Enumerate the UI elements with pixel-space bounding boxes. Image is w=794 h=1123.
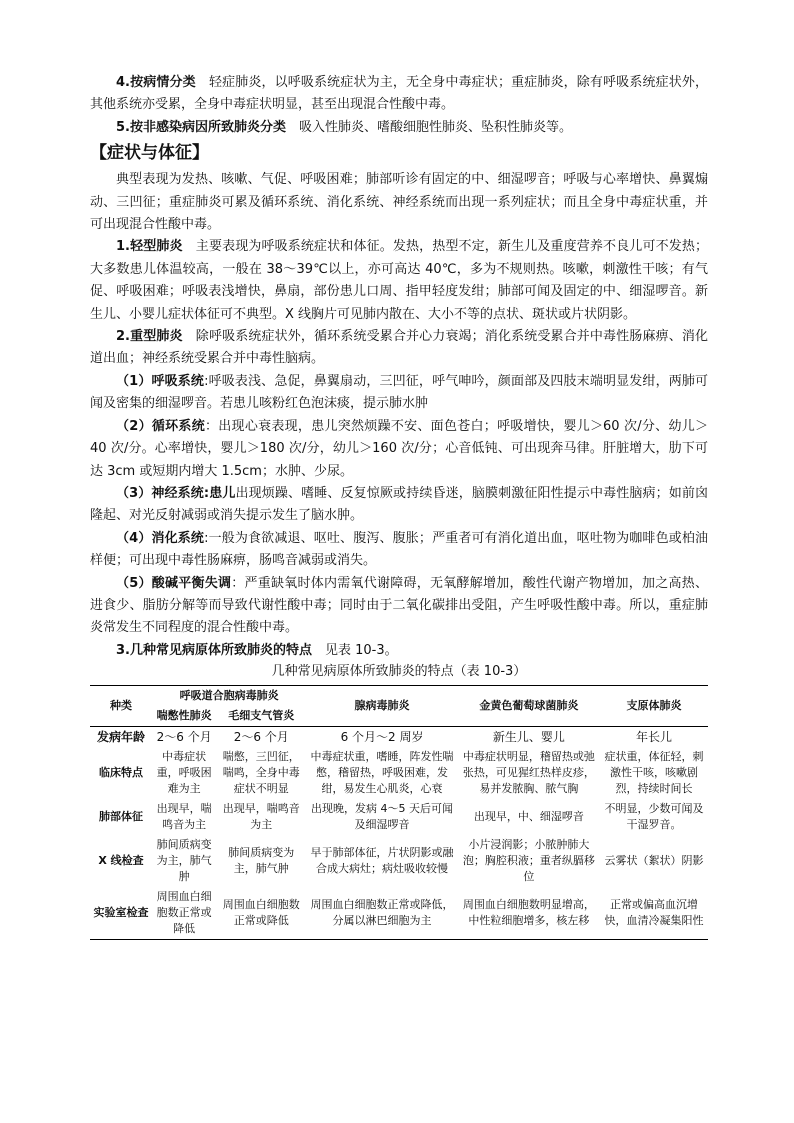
paragraph-text: ：严重缺氧时体内需氧代谢障碍，无氧酵解增加，酸性代谢产物增加，加之高热、进食少、脂肪分解等而导致代谢性酸中毒；同时由于二氧化碳排出受阻，产生呼吸性酸中毒。所以，重症肺炎常发生不同程度的混合性酸中毒。 (90, 575, 708, 636)
table-cell: 周围血白细胞数正常或降低，分属以淋巴细胞为主 (310, 898, 454, 928)
paragraph-mild-pneumonia (90, 236, 708, 326)
header-bronchiolitis: 毛细支气管炎 (228, 709, 295, 723)
row-label: 发病年龄 (96, 730, 145, 745)
table-cell: 肺间质病变为主，肺气肿 (156, 838, 212, 884)
paragraph-text: 出现烦躁、嗜睡、反复惊厥或持续昏迷，脑膜刺激征阳性提示中毒性脑病；如前囟隆起、对光反射减弱或消失提示发生了脑水肿。 (90, 485, 708, 524)
document-page (90, 72, 708, 940)
table-row (90, 835, 708, 887)
table-row (90, 727, 708, 748)
paragraph-severe-pneumonia (90, 326, 708, 371)
paragraph-lead: （1）呼吸系统 (116, 373, 205, 389)
table-cell: 云雾状（絮状）阴影 (604, 854, 704, 868)
table-cell: 小片浸润影；小脓肿肺大泡；胸腔积液；重者纵膈移位 (462, 838, 595, 884)
row-label: 实验室检查 (93, 906, 149, 920)
table-cell: 出现晚，发病 4～5 天后可闻及细湿啰音 (311, 802, 454, 832)
paragraph-text: 见表 10-3。 (311, 642, 398, 658)
paragraph-text: 吸入性肺炎、嗜酸细胞性肺炎、坠积性肺炎等。 (285, 119, 572, 135)
paragraph-circulatory (90, 416, 708, 483)
header-kind: 种类 (110, 699, 132, 713)
paragraph-lead: （5）酸碱平衡失调 (116, 575, 232, 591)
table-cell: 2～6 个月 (156, 730, 212, 745)
section-heading: 【症状与体征】 (90, 143, 209, 164)
header-mycoplasma: 支原体肺炎 (626, 699, 682, 713)
paragraph-respiratory (90, 371, 708, 416)
header-asthmatic: 喘憋性肺炎 (156, 709, 212, 723)
paragraph-lead: 2.重型肺炎 (116, 329, 183, 345)
paragraph-text: 主要表现为呼吸系统症状和体征。发热，热型不定，新生儿及重度营养不良儿可不发热；大多数患儿体温较高，一般在 38～39℃以上，亦可高达 40℃，多为不规则热。咳嗽，刺激性干咳；有气促、呼吸困难；呼吸表浅增快，鼻扇，部份患儿口周、指甲轻度发绀；肺部可闻及固定的中、细湿啰音。新生儿、小婴儿症状体征可不典型。X 线胸片可见肺内散在、大小不等的点状、斑状或片状阴影。 (90, 239, 708, 322)
pathogen-comparison-table (90, 685, 708, 940)
paragraph-pathogen-features (90, 640, 708, 662)
table-cell: 周围血白细胞数明显增高，中性粒细胞增多，核左移 (462, 898, 595, 928)
table-row (90, 747, 708, 799)
paragraph-text: 轻症肺炎，以呼吸系统症状为主，无全身中毒症状；重症肺炎，除有呼吸系统症状外，其他系统亦受累，全身中毒症状明显，甚至出现混合性酸中毒。 (90, 75, 708, 113)
paragraph-text: :一般为食欲减退、呕吐、腹泻、腹胀；严重者可有消化道出血，呕吐物为咖啡色或柏油样便；可出现中毒性肠麻痹，肠鸣音减弱或消失。 (90, 530, 709, 569)
paragraph-lead: （4）消化系统 (116, 530, 205, 546)
table-cell: 年长儿 (635, 730, 672, 745)
header-rsv-group: 呼吸道合胞病毒肺炎 (179, 689, 279, 703)
paragraph-lead: （2）循环系统 (116, 418, 205, 434)
table-row (90, 799, 708, 835)
row-label: X 线检查 (98, 854, 144, 868)
paragraph-acid-base (90, 573, 708, 640)
paragraph-lead: 1.轻型肺炎 (116, 239, 183, 255)
table-row (90, 887, 708, 940)
table-caption: 几种常见病原体所致肺炎的特点（表 10-3） (271, 664, 527, 680)
table-cell: 中毒症状重，呼吸困难为主 (156, 750, 212, 796)
paragraph-digestive (90, 528, 708, 573)
paragraph-text: 除呼吸系统症状外，循环系统受累合并心力衰竭；消化系统受累合并中毒性肠麻痹、消化道出血；神经系统受累合并中毒性脑病。 (90, 329, 708, 367)
paragraph-lead: 3.几种常见病原体所致肺炎的特点 (116, 642, 312, 658)
table-cell: 出现早，中、细湿啰音 (473, 810, 584, 824)
paragraph-lead: 5.按非感染病因所致肺炎分类 (116, 119, 286, 135)
table-cell: 早于肺部体征，片状阴影或融合成大病灶；病灶吸收较慢 (310, 846, 454, 876)
row-label: 肺部体征 (99, 810, 143, 824)
table-cell: 肺间质病变为主，肺气肿 (228, 846, 295, 876)
paragraph-intro (90, 169, 708, 236)
table-cell: 喘憋，三凹征，喘鸣，全身中毒症状不明显 (222, 750, 300, 796)
paragraph-lead: 4.按病情分类 (116, 75, 196, 90)
table-cell: 出现早，喘鸣音为主 (156, 802, 212, 832)
paragraph-text: :呼吸表浅、急促，鼻翼扇动，三凹征，呼气呻吟，颜面部及四肢末端明显发绀，两肺可闻及密集的细湿啰音。若患儿咳粉红色泡沫痰，提示肺水肿 (90, 373, 709, 412)
table-cell: 中毒症状重，嗜睡，阵发性喘憋，稽留热，呼吸困难，发绀，易发生心肌炎，心衰 (310, 750, 454, 796)
paragraph-nervous (90, 483, 708, 528)
table-cell: 出现早，喘鸣音为主 (222, 802, 300, 832)
table-cell: 症状重，体征轻，刺激性干咳，咳嗽剧烈，持续时间长 (604, 750, 704, 796)
table-cell: 6 个月～2 周岁 (340, 730, 424, 745)
header-staph: 金黄色葡萄球菌肺炎 (479, 699, 579, 713)
table-cell: 周围血白细胞数正常或降低 (222, 898, 300, 928)
row-label: 临床特点 (99, 766, 143, 780)
table-cell: 周围血白细胞数正常或降低 (156, 890, 212, 936)
table-cell: 正常或偏高血沉增快，血清冷凝集阳性 (604, 898, 704, 928)
paragraph-classification-4 (90, 72, 708, 117)
table-cell: 新生儿、婴儿 (492, 730, 565, 745)
header-adenovirus: 腺病毒肺炎 (354, 699, 410, 713)
table-cell: 中毒症状明显，稽留热或弛张热，可见猩红热样皮疹，易并发脓胸、脓气胸 (462, 750, 595, 796)
paragraph-text: 典型表现为发热、咳嗽、气促、呼吸困难；肺部听诊有固定的中、细湿啰音；呼吸与心率增快、鼻翼煽动、三凹征；重症肺炎可累及循环系统、消化系统、神经系统而出现一系列症状；而且全身中毒症状重，并可出现混合性酸中毒。 (90, 172, 708, 233)
paragraph-text: ：出现心衰表现，患儿突然烦躁不安、面色苍白；呼吸增快，婴儿＞60 次/分、幼儿＞40 次/分。心率增快，婴儿＞180 次/分，幼儿＞160 次/分；心音低钝、可出现奔马律。肝脏增大，肋下可达 3cm 或短期内增大 1.5cm；水肿、少尿。 (90, 418, 708, 479)
table-cell: 2～6 个月 (233, 730, 289, 745)
paragraph-classification-5 (90, 117, 708, 139)
paragraph-lead: （3）神经系统:患儿 (116, 485, 236, 501)
table-cell: 不明显，少数可闻及干湿罗音。 (604, 802, 704, 832)
